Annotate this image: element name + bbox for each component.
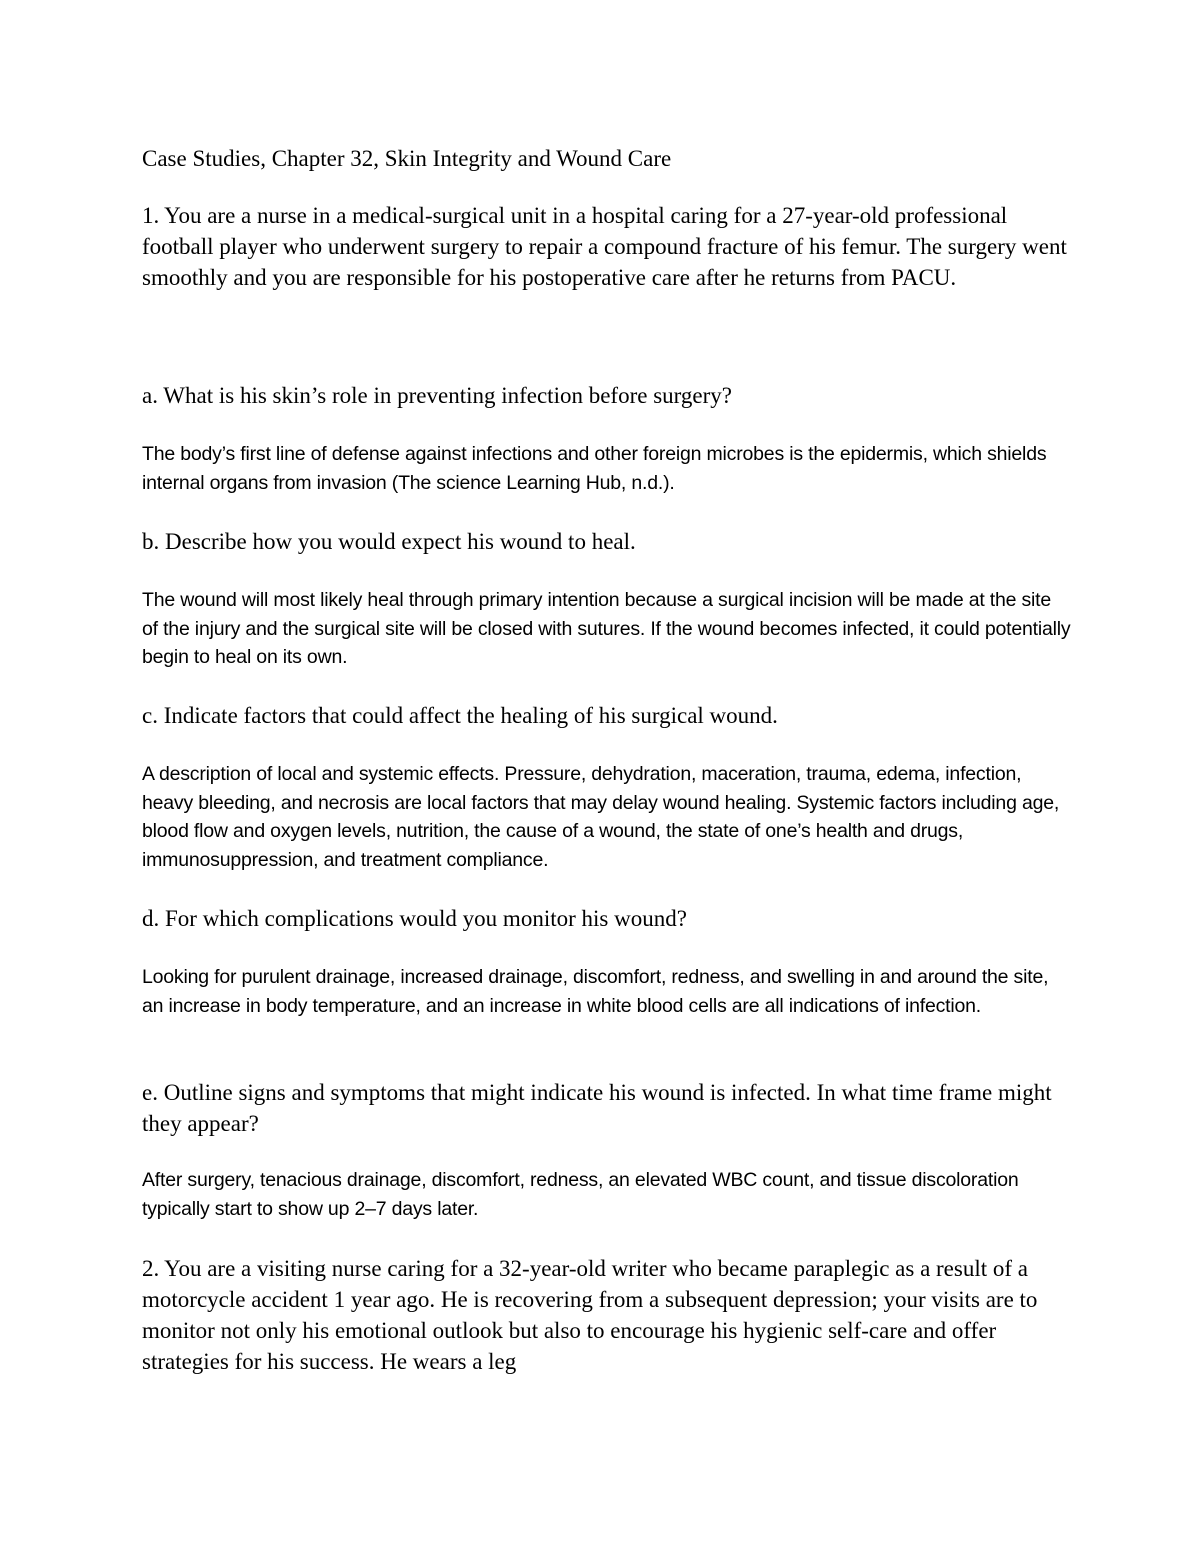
question-b: b. Describe how you would expect his wound to heal. <box>142 529 636 554</box>
question-c: c. Indicate factors that could affect the healing of his surgical wound. <box>142 703 778 728</box>
answer-d: Looking for purulent drainage, increased drainage, discomfort, redness, and swelling in and around the site, an increase in body temperature, and an increase in white blood cells are all indications of infection. <box>142 966 1049 1017</box>
document-title: Case Studies, Chapter 32, Skin Integrity and Wound Care <box>142 146 672 171</box>
case-1-prompt: 1. You are a nurse in a medical-surgical unit in a hospital caring for a 27-year-old professional football player who underwent surgery to repair a compound fracture of his femur. The surgery went smoothly and you are responsible for his postoperative care after he returns from PACU. <box>142 203 1067 290</box>
answer-e: After surgery, tenacious drainage, discomfort, redness, an elevated WBC count, and tissue discoloration typically start to show up 2–7 days later. <box>142 1169 1019 1220</box>
case-2-prompt: 2. You are a visiting nurse caring for a 32-year-old writer who became paraplegic as a result of a motorcycle accident 1 year ago. He is recovering from a subsequent depression; your visits are to monitor not only his emotional outlook but also to encourage his hygienic self-care and offer strategies for his success. He wears a leg <box>142 1256 1038 1374</box>
answer-c: A description of local and systemic effects. Pressure, dehydration, maceration, trauma, edema, infection, heavy bleeding, and necrosis are local factors that may delay wound healing. Systemic factors including age, blood flow and oxygen levels, nutrition, the cause of a wound, the state of one’s health and drugs, immunosuppression, and treatment compliance. <box>142 763 1060 871</box>
answer-b: The wound will most likely heal through primary intention because a surgical incision will be made at the site of the injury and the surgical site will be closed with sutures. If the wound becomes infected, it could potentially begin to heal on its own. <box>142 589 1071 668</box>
answer-a: The body’s first line of defense against infections and other foreign microbes is the epidermis, which shields internal organs from invasion (The science Learning Hub, n.d.). <box>142 443 1047 494</box>
question-d: d. For which complications would you monitor his wound? <box>142 906 687 931</box>
question-e: e. Outline signs and symptoms that might indicate his wound is infected. In what time frame might they appear? <box>142 1080 1052 1136</box>
question-a: a. What is his skin’s role in preventing infection before surgery? <box>142 383 732 408</box>
